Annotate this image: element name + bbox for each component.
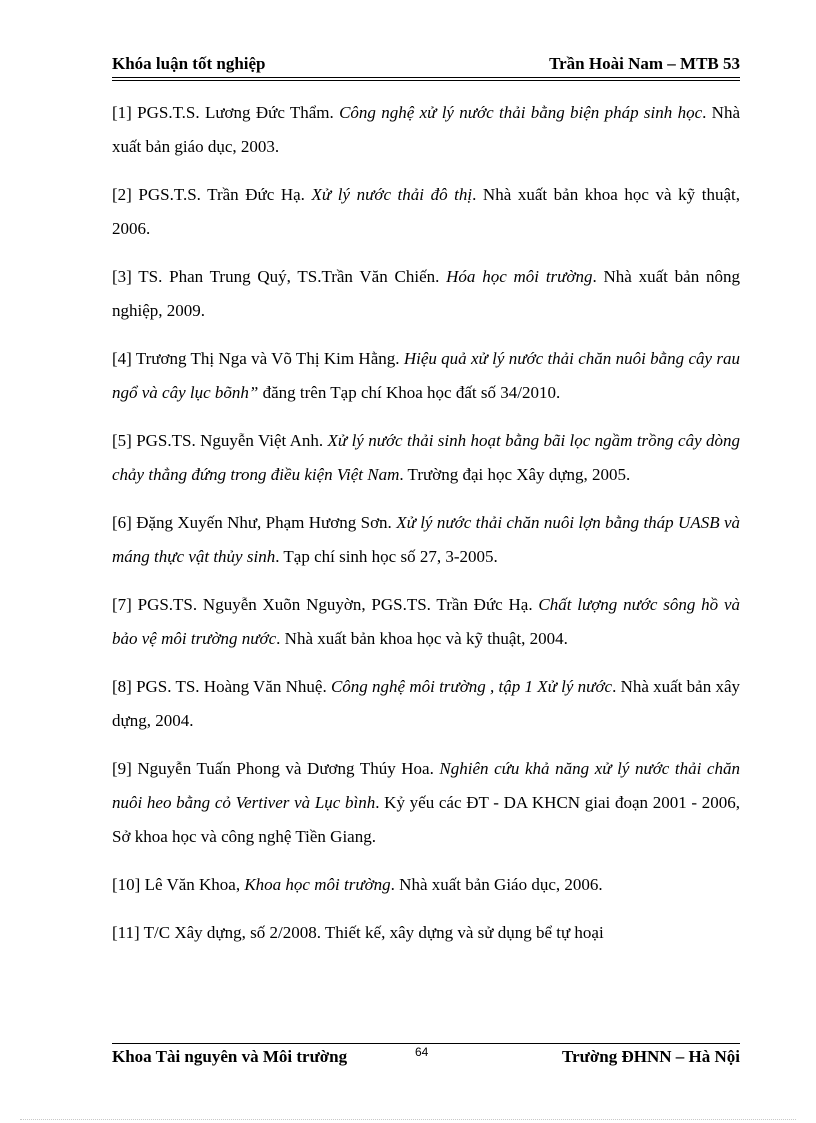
reference-title: Hiệu quả xử lý nước thải chăn nuôi bằng cây rau ngổ và cây lục bõnh” bbox=[112, 349, 740, 402]
reference-title: Xử lý nước thải chăn nuôi lợn bằng tháp UASB và máng thực vật thủy sinh bbox=[112, 513, 741, 566]
header-right: Trần Hoài Nam – MTB 53 bbox=[549, 54, 740, 73]
reference-item bbox=[112, 424, 740, 492]
reference-suffix: . Nhà xuất bản xây dựng, 2004. bbox=[112, 677, 740, 730]
reference-item bbox=[112, 868, 740, 902]
reference-item bbox=[112, 506, 740, 574]
reference-prefix: [5] PGS.TS. Nguyễn Việt Anh. bbox=[112, 431, 328, 450]
reference-prefix: [3] TS. Phan Trung Quý, TS.Trần Văn Chiến. bbox=[112, 267, 447, 286]
page-number: 64 bbox=[415, 1045, 429, 1059]
page-footer bbox=[112, 1045, 740, 1075]
reference-title: Xử lý nước thải đô thị bbox=[311, 185, 473, 204]
page-header bbox=[112, 52, 740, 80]
reference-suffix: . Kỷ yếu các ĐT - DA KHCN giai đoạn 2001 - 2006, Sở khoa học và công nghệ Tiền Giang. bbox=[112, 793, 740, 846]
reference-prefix: [6] Đặng Xuyến Như, Phạm Hương Sơn. bbox=[112, 513, 397, 532]
reference-suffix: . Nhà xuất bản khoa học và kỹ thuật, 2004. bbox=[276, 629, 568, 648]
reference-item bbox=[112, 588, 740, 656]
reference-item bbox=[112, 342, 740, 410]
reference-prefix: [2] PGS.T.S. Trần Đức Hạ. bbox=[112, 185, 312, 204]
header-left: Khóa luận tốt nghiệp bbox=[112, 54, 266, 73]
reference-item bbox=[112, 260, 740, 328]
reference-prefix: [8] PGS. TS. Hoàng Văn Nhuệ. bbox=[112, 677, 331, 696]
footer-left: Khoa Tài nguyên và Môi trường bbox=[112, 1047, 348, 1066]
reference-title: Xử lý nước thải sinh hoạt bằng bãi lọc ngầm trồng cây dòng chảy thẳng đứng trong điều kiện Việt Nam bbox=[112, 431, 740, 484]
reference-title: Công nghệ xử lý nước thải bằng biện pháp sinh học bbox=[339, 103, 703, 122]
reference-item bbox=[112, 178, 740, 246]
reference-title: Chất lượng nước sông hồ và bảo vệ môi trường nước bbox=[112, 595, 740, 648]
reference-item bbox=[112, 916, 740, 950]
reference-prefix: [1] PGS.T.S. Lương Đức Thẩm. bbox=[112, 103, 340, 122]
reference-suffix: . Nhà xuất bản giáo dục, 2003. bbox=[112, 103, 741, 156]
reference-suffix: . Nhà xuất bản Giáo dục, 2006. bbox=[390, 875, 603, 894]
reference-prefix: [10] Lê Văn Khoa, bbox=[112, 875, 245, 894]
reference-title: Khoa học môi trường bbox=[244, 875, 391, 894]
reference-suffix: . Trường đại học Xây dựng, 2005. bbox=[399, 465, 631, 484]
footer-rule bbox=[112, 1043, 740, 1044]
reference-suffix: . Nhà xuất bản khoa học và kỹ thuật, 2006. bbox=[112, 185, 740, 238]
reference-list bbox=[112, 96, 740, 964]
reference-title: Nghiên cứu khả năng xử lý nước thải chăn nuôi heo bằng cỏ Vertiver và Lục bình bbox=[112, 759, 740, 812]
footer-right: Trường ĐHNN – Hà Nội bbox=[562, 1047, 740, 1066]
reference-prefix: [4] Trương Thị Nga và Võ Thị Kim Hằng. bbox=[112, 349, 404, 368]
reference-suffix: . Tạp chí sinh học số 27, 3-2005. bbox=[275, 547, 498, 566]
reference-item bbox=[112, 752, 740, 854]
header-rule-top bbox=[112, 77, 740, 78]
reference-suffix: đăng trên Tạp chí Khoa học đất số 34/2010. bbox=[258, 383, 561, 402]
reference-item bbox=[112, 670, 740, 738]
header-rule-bottom bbox=[112, 80, 740, 81]
reference-suffix: . Nhà xuất bản nông nghiệp, 2009. bbox=[112, 267, 740, 320]
reference-title: Công nghệ môi trường , tập 1 Xử lý nước bbox=[330, 677, 613, 696]
reference-title: Hóa học môi trường bbox=[446, 267, 593, 286]
page-edge-divider bbox=[20, 1119, 796, 1120]
reference-prefix: [7] PGS.TS. Nguyễn Xuõn Nguyờn, PGS.TS. Trần Đức Hạ. bbox=[112, 595, 539, 614]
reference-prefix: [11] T/C Xây dựng, số 2/2008. Thiết kế, xây dựng và sử dụng bể tự hoại bbox=[112, 923, 604, 942]
reference-prefix: [9] Nguyễn Tuấn Phong và Dương Thúy Hoa. bbox=[112, 759, 440, 778]
reference-item bbox=[112, 96, 740, 164]
